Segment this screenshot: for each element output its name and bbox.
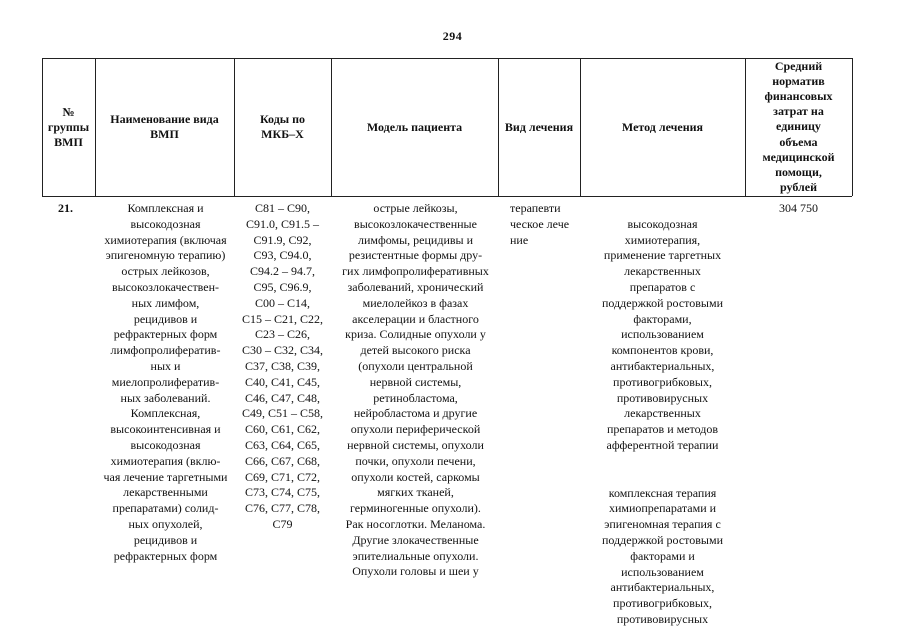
header-treatment-method: Метод лечения	[621, 119, 704, 134]
vmp-table	[42, 58, 853, 626]
treatment-method-second: комплексная терапия химиопрепаратами и эпигеномная терапия с поддержкой ростовыми факторами и использованием антибактериальных, противогрибковых, противовирусных	[601, 485, 723, 626]
header-bottom-border	[42, 196, 852, 197]
paragraph-gap	[580, 454, 745, 470]
treatment-method-first: высокодозная химиотерапия, применение таргетных лекарственных препаратов с поддержкой ростовыми факторами, использованием компонентов крови, антибактериальных, противогрибковых, противовирусных лекарственных препаратов и методов афферентной терапии	[601, 216, 723, 452]
row-icd-codes: C81 – C90, C91.0, C91.5 – C91.9, C92, C93, C94.0, C94.2 – 94.7, C95, C96.9, C00 – C14, C15 – C21, C22, C23 – C26, C30 – C32, C34, C37, C38, C39, C40, C41, C45, C46, C47, C48, C49, C51 – C58, C60, C61, C62, C63, C64, C65, C66, C67, C68, C69, C71, C72, C73, C74, C75, C76, C77, C78, C79	[241, 201, 323, 531]
header-patient-model: Модель пациента	[366, 119, 463, 134]
header-vmp-name: Наименование вида ВМП	[110, 112, 219, 141]
row-treatment-method	[580, 201, 745, 628]
header-treatment-type: Вид лечения	[504, 119, 574, 134]
column-divider	[852, 58, 853, 196]
row-average-cost: 304 750	[779, 201, 818, 215]
header-average-cost: Средний норматив финансовых затрат на единицу объема медицинской помощи, рублей	[762, 58, 835, 195]
header-group-number: № группы ВМП	[47, 104, 90, 149]
row-treatment-type: терапевти ческое лече ние	[510, 201, 570, 247]
header-icd-codes: Коды по МКБ–Х	[259, 112, 306, 141]
row-vmp-name: Комплексная и высокодозная химиотерапия (включая эпигеномную терапию) острых лейкозов, высокозлокачествен- ных лимфом, рецидивов и рефрактерных форм лимфопролифератив- ных и миелопролифератив- ных заболеваний. Комплексная, высокоинтенсивная и высокодозная химиотерапия (вклю- чая лечение таргетными лекарственными препаратами) солид- ных опухолей, рецидивов и рефрактерных форм	[103, 201, 228, 563]
row-patient-model: острые лейкозы, высокозлокачественные лимфомы, рецидивы и резистентные формы дру- гих лимфопролиферативных заболеваний, хронический миелолейкоз в фазах акселерации и бластного криза. Солидные опухоли у детей высокого риска (опухоли центральной нервной системы, ретинобластома, нейробластома и другие опухоли периферической нервной системы, опухоли почки, опухоли печени, опухоли костей, саркомы мягких тканей, герминогенные опухоли). Рак носоглотки. Меланома. Другие злокачественные эпителиальные опухоли. Опухоли головы и шеи у	[342, 201, 489, 579]
page-number: 294	[442, 29, 463, 43]
row-group-number: 21.	[58, 201, 73, 215]
